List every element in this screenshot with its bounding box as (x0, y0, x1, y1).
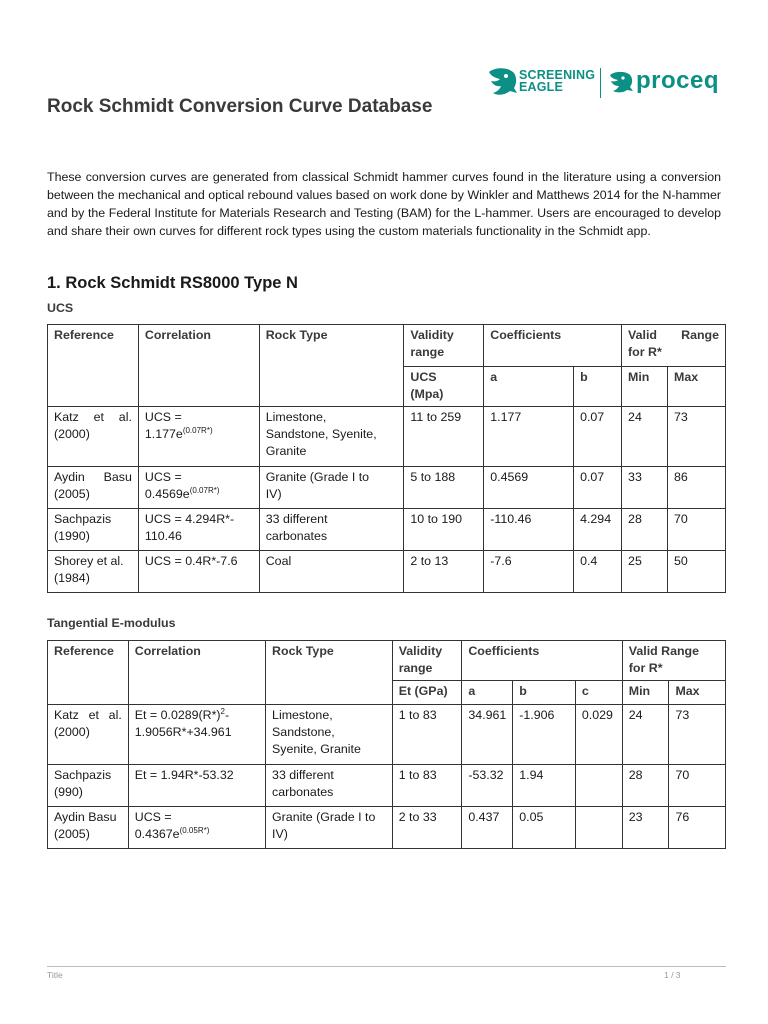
header-validity (392, 641, 462, 681)
table-row (48, 765, 726, 807)
rock-line1: Limestone, (272, 708, 333, 722)
cell-a: -110.46 (484, 509, 574, 551)
cell-c: 0.029 (575, 705, 622, 765)
rock-line2: Sandstone, (272, 725, 335, 739)
cell-b: 1.94 (513, 765, 576, 807)
cell-max: 73 (669, 705, 726, 765)
cell-a: -7.6 (484, 551, 574, 593)
cell-b: 0.05 (513, 807, 576, 849)
ref-line1: Katz et al. (54, 410, 132, 424)
table-header-row (48, 325, 726, 367)
cell-min: 33 (622, 467, 668, 509)
header-rock-type: Rock Type (259, 325, 404, 407)
ref-line2: (2000) (54, 725, 90, 739)
eagle-head-icon (486, 66, 518, 98)
header-valid-word: Valid (628, 328, 657, 342)
ref-line1: Sachpazis (54, 768, 112, 782)
brand-logos (486, 66, 726, 100)
cell-c (575, 807, 622, 849)
cell-c (575, 765, 622, 807)
ref-line1: Shorey et al. (54, 554, 124, 568)
rock-line2: IV) (272, 827, 288, 841)
page-number: 1 / 3 (664, 970, 681, 980)
cell-a: 34.961 (462, 705, 513, 765)
header-unit: Et (GPa) (392, 681, 462, 705)
header-a: a (462, 681, 513, 705)
header-range-word: Range (681, 328, 719, 342)
cell-correlation (138, 467, 259, 509)
cell-b: 0.4 (574, 551, 622, 593)
ref-line2: (2005) (54, 827, 90, 841)
proceq-wordmark: proceq (636, 67, 720, 94)
header-validity-line2: range (410, 345, 445, 359)
corr-exponent: 2 (220, 706, 225, 716)
header-min: Min (622, 367, 668, 407)
header-valid-line1: Valid Range (628, 644, 700, 658)
corr-line1: UCS = (134, 810, 172, 824)
header-correlation: Correlation (138, 325, 259, 407)
cell-reference (48, 807, 129, 849)
cell-validity: 2 to 13 (404, 551, 484, 593)
corr-line2: 1.177e (144, 427, 183, 441)
table-row (48, 705, 726, 765)
rock-line1: Limestone, (265, 410, 327, 424)
rock-line2: Sandstone, Syenite, (265, 427, 377, 441)
ref-line2: (990) (54, 785, 83, 799)
cell-b: 0.07 (574, 467, 622, 509)
cell-correlation: Et = 1.94R*-53.32 (128, 765, 265, 807)
corr-line1: UCS = (144, 410, 182, 424)
ref-line2: (1990) (54, 529, 90, 543)
header-max: Max (668, 367, 726, 407)
cell-rock-type (266, 807, 393, 849)
cell-rock-type (259, 407, 404, 467)
cell-validity: 11 to 259 (404, 407, 484, 467)
emod-subheading: Tangential E-modulus (47, 616, 176, 630)
cell-rock-type (259, 467, 404, 509)
corr-line1: UCS = (144, 470, 182, 484)
rock-line2: carbonates (272, 785, 334, 799)
intro-paragraph: These conversion curves are generated from classical Schmidt hammer curves found in the literature using a conversion between the mechanical and optical rebound values based on work done by Winkler and Matthews 2014 for the N-hammer and by the Federal Institute for Materials Research and Testing (BAM) for the L-hammer. Users are encouraged to develop and share their own curves for different rock types using the custom materials functionality in the Schmidt app. (47, 170, 721, 238)
cell-min: 28 (622, 765, 669, 807)
cell-correlation (138, 407, 259, 467)
cell-min: 25 (622, 551, 668, 593)
header-rock-type: Rock Type (266, 641, 393, 705)
ucs-subheading: UCS (47, 301, 74, 315)
cell-min: 24 (622, 705, 669, 765)
table-row (48, 407, 726, 467)
corr-exponent: (0.07R*) (182, 425, 213, 435)
cell-b: -1.906 (513, 705, 576, 765)
footer-divider (47, 966, 726, 967)
cell-a: 1.177 (484, 407, 574, 467)
header-coefficients: Coefficients (462, 641, 622, 681)
cell-reference (48, 765, 129, 807)
header-unit-line2: (Mpa) (410, 387, 444, 401)
eagle-head-icon (608, 70, 634, 94)
table-row (48, 551, 726, 593)
header-valid-range (622, 641, 725, 681)
cell-max: 76 (669, 807, 726, 849)
corr-exponent: (0.07R*) (189, 485, 220, 495)
ref-line1: Aydin Basu (54, 470, 132, 484)
rock-line2: carbonates (265, 529, 328, 543)
rock-line1: Granite (Grade I to (265, 470, 370, 484)
cell-max: 70 (669, 765, 726, 807)
table-header-row (48, 641, 726, 681)
ref-line2: (2005) (54, 487, 90, 501)
corr-line1-tail: - (224, 708, 230, 722)
header-for-r: for R* (628, 345, 662, 359)
cell-validity: 1 to 83 (392, 765, 462, 807)
table-row (48, 467, 726, 509)
header-b: b (513, 681, 576, 705)
emod-table (47, 640, 726, 849)
header-min: Min (622, 681, 669, 705)
cell-rock-type (259, 509, 404, 551)
header-unit-line1: UCS (410, 370, 437, 384)
rock-line1: 33 different (265, 512, 328, 526)
cell-max: 86 (668, 467, 726, 509)
ucs-table (47, 324, 726, 593)
header-reference: Reference (48, 641, 129, 705)
cell-a: 0.437 (462, 807, 513, 849)
cell-b: 4.294 (574, 509, 622, 551)
rock-line1: Granite (Grade I to (272, 810, 376, 824)
cell-min: 24 (622, 407, 668, 467)
brand-line2: EAGLE (519, 80, 564, 94)
cell-correlation (128, 807, 265, 849)
corr-line1: Et = 0.0289(R*) (134, 708, 221, 722)
header-valid-line2: for R* (628, 661, 663, 675)
header-unit (404, 367, 484, 407)
logo-divider (600, 68, 601, 98)
header-valid-range (622, 325, 726, 367)
header-a: a (484, 367, 574, 407)
header-reference: Reference (48, 325, 139, 407)
cell-correlation (128, 705, 265, 765)
rock-line3: Granite (265, 444, 307, 458)
cell-reference (48, 705, 129, 765)
cell-rock-type: Coal (259, 551, 404, 593)
rock-line1: 33 different (272, 768, 334, 782)
rock-line3: Syenite, Granite (272, 742, 361, 756)
header-coefficients: Coefficients (484, 325, 622, 367)
rock-line2: IV) (265, 487, 282, 501)
ref-line2: (2000) (54, 427, 90, 441)
cell-validity: 1 to 83 (392, 705, 462, 765)
ref-line2: (1984) (54, 571, 90, 585)
cell-rock-type (266, 765, 393, 807)
cell-a: 0.4569 (484, 467, 574, 509)
footer-title: Title (47, 970, 63, 980)
header-validity-line1: Validity (398, 644, 443, 658)
cell-correlation (138, 509, 259, 551)
ref-line1: Aydin Basu (54, 810, 117, 824)
header-validity (404, 325, 484, 367)
cell-correlation: UCS = 0.4R*-7.6 (138, 551, 259, 593)
cell-max: 73 (668, 407, 726, 467)
brand-line1: SCREENING (519, 68, 596, 82)
cell-max: 70 (668, 509, 726, 551)
cell-reference (48, 467, 139, 509)
cell-reference (48, 509, 139, 551)
table-row (48, 807, 726, 849)
cell-min: 28 (622, 509, 668, 551)
ref-line1: Katz et al. (54, 708, 122, 722)
cell-rock-type (266, 705, 393, 765)
corr-line2: 1.9056R*+34.961 (134, 725, 232, 739)
page-title: Rock Schmidt Conversion Curve Database (47, 96, 433, 117)
header-b: b (574, 367, 622, 407)
header-validity-line2: range (398, 661, 433, 675)
cell-min: 23 (622, 807, 669, 849)
corr-line2: 0.4569e (144, 487, 190, 501)
header-max: Max (669, 681, 726, 705)
corr-line1: UCS = 4.294R*- (144, 512, 235, 526)
header-validity-line1: Validity (410, 328, 454, 342)
corr-line2: 0.4367e (134, 827, 180, 841)
table-row (48, 509, 726, 551)
cell-reference (48, 407, 139, 467)
section-heading: 1. Rock Schmidt RS8000 Type N (47, 274, 298, 292)
corr-exponent: (0.05R*) (179, 825, 210, 835)
cell-reference (48, 551, 139, 593)
screening-eagle-wordmark (519, 69, 595, 93)
header-correlation: Correlation (128, 641, 265, 705)
cell-validity: 2 to 33 (392, 807, 462, 849)
cell-a: -53.32 (462, 765, 513, 807)
cell-validity: 10 to 190 (404, 509, 484, 551)
cell-b: 0.07 (574, 407, 622, 467)
ref-line1: Sachpazis (54, 512, 112, 526)
header-c: c (575, 681, 622, 705)
cell-max: 50 (668, 551, 726, 593)
corr-line2: 110.46 (144, 529, 182, 543)
cell-validity: 5 to 188 (404, 467, 484, 509)
